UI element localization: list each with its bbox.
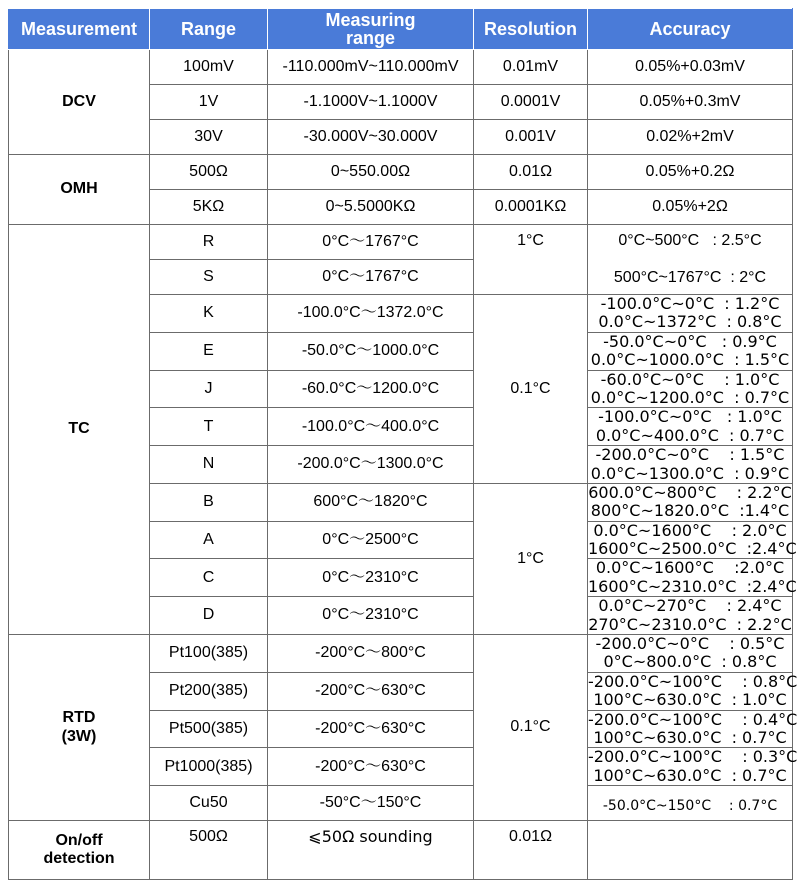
accuracy-cell: -100.0°C~0°C : 1.0°C 0.0°C~400.0°C : 0.7°C (588, 408, 793, 446)
accuracy-cell: -200.0°C~100°C : 0.4°C 100°C~630.0°C : 0.7°C (588, 709, 798, 747)
range-cell: 100mV (150, 50, 268, 85)
accuracy-cell: 0.05%+0.03mV (588, 50, 793, 85)
measuring-range-cell: -200.0°C～1300.0°C (268, 446, 474, 484)
measuring-range-cell: -1.1000V~1.1000V (268, 85, 474, 120)
table-row (9, 635, 793, 673)
measuring-range-cell: ⩽50Ω sounding (268, 821, 474, 880)
resolution-cell-k-n: 0.1°C (474, 295, 588, 484)
range-cell: Cu50 (150, 786, 268, 821)
measuring-range-cell: 0°C～1767°C (268, 225, 474, 260)
accuracy-cell: -200.0°C~100°C : 0.3°C 100°C~630.0°C : 0.7°C (588, 747, 798, 785)
measuring-range-cell: 0°C～1767°C (268, 260, 474, 295)
measurement-dcv: DCV (9, 50, 150, 155)
resolution-cell: 0.0001V (474, 85, 588, 120)
measuring-range-cell: -200°C～800°C (268, 635, 474, 673)
accuracy-cell: -50.0°C~150°C : 0.7°C (588, 786, 793, 821)
resolution-cell-b-d: 1°C (474, 483, 588, 634)
range-cell: 5KΩ (150, 190, 268, 225)
accuracy-cell: 0.0°C~1600°C : 2.0°C 1600°C~2500.0°C :2.4°C (588, 520, 797, 559)
accuracy-cell: -200.0°C~0°C : 1.5°C 0.0°C~1300.0°C : 0.9°C (588, 446, 793, 484)
range-cell: 500Ω (150, 821, 268, 880)
range-cell: Pt1000(385) (150, 748, 268, 786)
header-measuring-range-label: Measuring range (325, 10, 416, 48)
range-cell: 30V (150, 120, 268, 155)
measuring-range-cell: -30.000V~30.000V (268, 120, 474, 155)
resolution-cell: 0.01mV (474, 50, 588, 85)
measuring-range-cell: 0~550.00Ω (268, 155, 474, 190)
range-cell: R (150, 225, 268, 260)
measuring-range-cell: -50°C～150°C (268, 786, 474, 821)
measuring-range-cell: 600°C～1820°C (268, 483, 474, 521)
range-cell: S (150, 260, 268, 295)
accuracy-cell: -200.0°C~100°C : 0.8°C 100°C~630.0°C : 1.0°C (588, 671, 798, 710)
measuring-range-cell: -200°C～630°C (268, 672, 474, 710)
header-resolution: Resolution (474, 9, 588, 50)
range-cell: C (150, 559, 268, 597)
resolution-cell: 0.01Ω (474, 821, 588, 880)
measuring-range-cell: 0°C～2310°C (268, 559, 474, 597)
range-cell: Pt200(385) (150, 672, 268, 710)
measurement-tc: TC (9, 225, 150, 635)
header-measuring-range (268, 9, 474, 50)
measuring-range-cell: -50.0°C～1000.0°C (268, 332, 474, 370)
resolution-cell-r-s: 1°C (474, 225, 588, 295)
range-cell: J (150, 370, 268, 408)
measuring-range-cell: -200°C～630°C (268, 710, 474, 748)
measuring-range-cell: 0°C～2310°C (268, 597, 474, 635)
accuracy-cell: 0.05%+0.2Ω (588, 155, 793, 190)
table-row (9, 821, 793, 880)
accuracy-cell-r-s: 0°C~500°C : 2.5°C 500°C~1767°C : 2°C (588, 225, 793, 295)
accuracy-cell: 0.05%+2Ω (588, 190, 793, 225)
range-cell: 500Ω (150, 155, 268, 190)
resolution-cell-rtd: 0.1°C (474, 635, 588, 821)
measuring-range-cell: -110.000mV~110.000mV (268, 50, 474, 85)
range-cell: D (150, 597, 268, 635)
accuracy-cell: -60.0°C~0°C : 1.0°C 0.0°C~1200.0°C : 0.7°C (588, 370, 793, 408)
range-cell: B (150, 483, 268, 521)
measuring-range-cell: -100.0°C～400.0°C (268, 408, 474, 446)
resolution-cell: 0.0001KΩ (474, 190, 588, 225)
spec-table (8, 8, 798, 880)
measuring-range-cell: 0~5.5000KΩ (268, 190, 474, 225)
table-row (9, 225, 793, 260)
accuracy-cell: 0.0°C~270°C : 2.4°C 270°C~2310.0°C : 2.2°C (588, 596, 792, 634)
range-cell: K (150, 295, 268, 333)
measuring-range-cell: -200°C～630°C (268, 748, 474, 786)
accuracy-cell: -100.0°C~0°C : 1.2°C 0.0°C~1372°C : 0.8°C (588, 295, 793, 333)
measuring-range-cell: -100.0°C～1372.0°C (268, 295, 474, 333)
range-cell: T (150, 408, 268, 446)
header-measurement: Measurement (9, 9, 150, 50)
table-row (9, 155, 793, 190)
accuracy-cell (588, 821, 793, 880)
accuracy-cell: 0.02%+2mV (588, 120, 793, 155)
range-cell: N (150, 446, 268, 484)
measuring-range-cell: 0°C～2500°C (268, 521, 474, 559)
header-row (9, 9, 793, 50)
accuracy-cell: 0.05%+0.3mV (588, 85, 793, 120)
range-cell: A (150, 521, 268, 559)
accuracy-cell: -200.0°C~0°C : 0.5°C 0°C~800.0°C : 0.8°C (588, 635, 793, 673)
header-range: Range (150, 9, 268, 50)
resolution-cell: 0.001V (474, 120, 588, 155)
accuracy-cell: 0.0°C~1600°C :2.0°C 1600°C~2310.0°C :2.4°C (588, 558, 797, 596)
measurement-omh: OMH (9, 155, 150, 225)
range-cell: E (150, 332, 268, 370)
range-cell: Pt100(385) (150, 635, 268, 673)
accuracy-cell: 600.0°C~800°C : 2.2°C 800°C~1820.0°C :1.4°C (588, 482, 792, 521)
range-cell: Pt500(385) (150, 710, 268, 748)
measurement-rtd: RTD (3W) (9, 635, 150, 821)
table-row (9, 50, 793, 85)
measurement-onoff: On/off detection (9, 821, 150, 880)
accuracy-cell: -50.0°C~0°C : 0.9°C 0.0°C~1000.0°C : 1.5°C (588, 332, 793, 370)
measuring-range-cell: -60.0°C～1200.0°C (268, 370, 474, 408)
header-accuracy: Accuracy (588, 9, 793, 50)
range-cell: 1V (150, 85, 268, 120)
resolution-cell: 0.01Ω (474, 155, 588, 190)
